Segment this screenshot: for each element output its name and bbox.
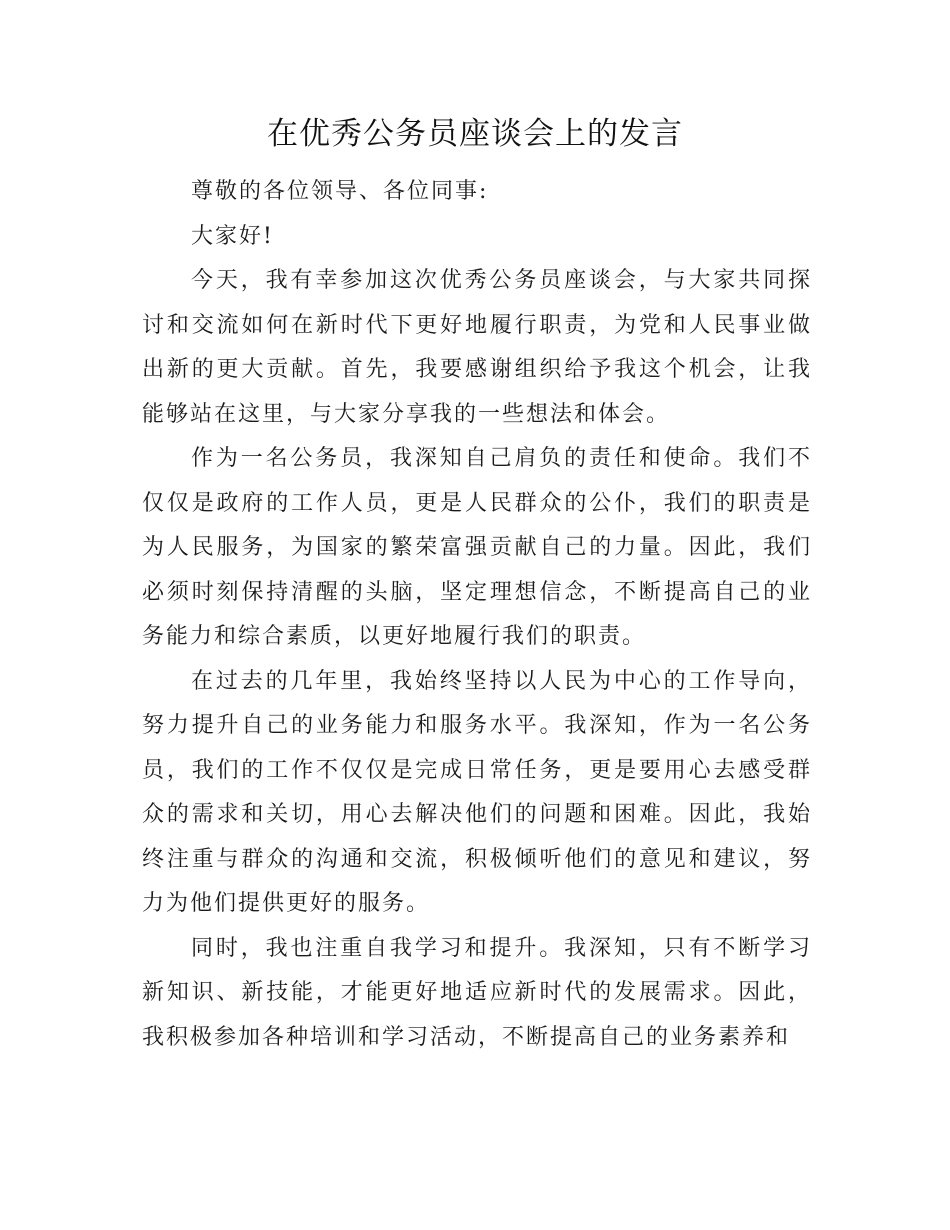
paragraph-salutation: 尊敬的各位领导、各位同事:	[191, 179, 489, 204]
paragraph-experience: 在过去的几年里，我始终坚持以人民为中心的工作导向，努力提升自己的业务能力和服务水平。我深知，作为一名公务员，我们的工作不仅仅是完成日常任务，更是要用心去感受群众的需求和关切，用心去解决他们的问题和困难。因此，我始终注重与群众的沟通和交流，积极倾听他们的意见和建议，努力为他们提供更好的服务。	[142, 668, 812, 916]
paragraph-learning: 同时，我也注重自我学习和提升。我深知，只有不断学习新知识、新技能，才能更好地适应新时代的发展需求。因此，我积极参加各种培训和学习活动，不断提高自己的业务素养和	[142, 935, 812, 1050]
document-title: 在优秀公务员座谈会上的发言	[267, 116, 683, 152]
document-body	[142, 170, 812, 1060]
paragraph-greeting: 大家好!	[191, 223, 274, 249]
paragraph-opening: 今天，我有幸参加这次优秀公务员座谈会，与大家共同探讨和交流如何在新时代下更好地履行职责，为党和人民事业做出新的更大贡献。首先，我要感谢组织给予我这个机会，让我能够站在这里，与大家分享我的一些想法和体会。	[142, 268, 812, 427]
paragraph-responsibility: 作为一名公务员，我深知自己肩负的责任和使命。我们不仅仅是政府的工作人员，更是人民群众的公仆，我们的职责是为人民服务，为国家的繁荣富强贡献自己的力量。因此，我们必须时刻保持清醒的头脑，坚定理想信念，不断提高自己的业务能力和综合素质，以更好地履行我们的职责。	[142, 446, 812, 649]
